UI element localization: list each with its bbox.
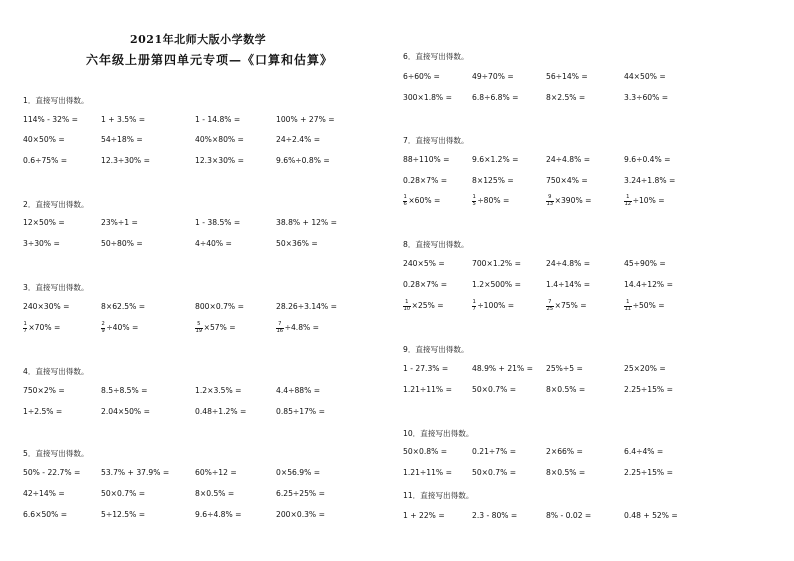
problem-row [23,509,373,521]
math-problem: 3.24÷1.8% = [624,176,676,185]
expression-rest: ÷50% = [632,301,665,311]
math-problem [195,322,236,334]
problem-row [403,154,773,166]
math-problem [472,195,509,207]
math-problem [403,300,444,312]
problem-row [403,195,773,207]
math-problem: 8×0.5% = [546,468,586,477]
problem-row [403,175,773,187]
math-problem: 88÷110% = [403,155,450,164]
fraction-denominator: 10 [403,305,411,312]
math-problem [101,322,138,334]
expression-rest: ÷80% = [477,196,510,206]
problem-row [23,385,373,397]
math-problem: 2×66% = [546,447,583,456]
math-problem: 9.6%÷0.8% = [276,156,330,165]
math-problem: 2.25÷15% = [624,468,673,477]
math-problem: 4.4÷88% = [276,386,321,395]
math-problem: 0.48÷1.2% = [195,407,247,416]
section-heading: 11．直接写出得数。 [403,491,474,500]
math-problem: 8×2.5% = [546,93,586,102]
problem-row [23,114,373,126]
section-heading: 3．直接写出得数。 [23,283,89,292]
math-problem: 2.3 - 80% = [472,511,518,520]
math-problem: 750×4% = [546,176,588,185]
fraction [624,300,632,312]
fraction-numerator: 1 [403,300,411,307]
math-problem: 14.4÷12% = [624,280,673,289]
math-problem: 114% - 32% = [23,115,78,124]
section-heading: 7．直接写出得数。 [403,136,469,145]
math-problem [546,195,591,207]
math-problem [276,322,319,334]
math-problem: 25×20% = [624,364,666,373]
expression-rest: ÷4.8% = [284,323,320,333]
math-problem: 50×36% = [276,239,318,248]
expression-rest: ×390% = [554,196,592,206]
math-problem: 1 + 22% = [403,511,445,520]
math-problem [546,300,587,312]
section-heading: 6．直接写出得数。 [403,52,469,61]
math-problem: 240×30% = [23,302,70,311]
math-problem: 40%×80% = [195,135,244,144]
math-problem: 8×125% = [472,176,514,185]
math-problem: 100% + 27% = [276,115,335,124]
fraction [472,300,476,312]
fraction-numerator: 1 [624,195,632,202]
math-problem: 8×62.5% = [101,302,146,311]
problem-row [23,322,373,334]
problem-row [403,384,773,396]
problem-row [23,134,373,146]
fraction-numerator: 1 [472,194,476,200]
fraction-numerator: 2 [101,321,105,327]
expression-rest: ×57% = [203,323,236,333]
math-problem: 0.6÷75% = [23,156,68,165]
math-problem: 1÷2.5% = [23,407,63,416]
math-problem: 8×0.5% = [546,385,586,394]
section-heading: 5．直接写出得数。 [23,449,89,458]
math-problem [472,300,514,312]
math-problem: 50×0.7% = [472,385,517,394]
math-problem: 8×0.5% = [195,489,235,498]
fraction-numerator: 9 [546,195,554,202]
fraction [624,195,632,207]
math-problem: 12.3×30% = [195,156,244,165]
expression-rest: ÷10% = [632,196,665,206]
problem-row [403,363,773,375]
problem-row [23,238,373,250]
math-problem: 54÷18% = [101,135,143,144]
expression-rest: ×60% = [408,196,441,206]
math-problem: 2.04×50% = [101,407,150,416]
math-problem: 50×0.8% = [403,447,448,456]
math-problem: 1 - 27.3% = [403,364,449,373]
math-problem: 50×0.7% = [101,489,146,498]
math-problem: 50÷80% = [101,239,143,248]
math-problem: 200×0.3% = [276,510,325,519]
problem-row [23,488,373,500]
problem-row [23,301,373,313]
math-problem: 6÷60% = [403,72,440,81]
math-problem: 300×1.8% = [403,93,452,102]
math-problem: 44×50% = [624,72,666,81]
fraction-numerator: 7 [546,300,554,307]
fraction-denominator: 7 [23,327,27,334]
fraction [23,322,27,334]
fraction-denominator: 6 [403,200,407,207]
section-heading: 2．直接写出得数。 [23,200,89,209]
problem-row [23,467,373,479]
math-problem [624,300,665,312]
fraction-denominator: 12 [624,200,632,207]
math-problem: 6.4÷4% = [624,447,664,456]
math-problem: 0.28×7% = [403,280,448,289]
fraction-numerator: 1 [23,321,27,327]
math-problem: 3÷30% = [23,239,60,248]
math-problem: 12×50% = [23,218,65,227]
expression-rest: ÷40% = [106,323,139,333]
math-problem: 3.3÷60% = [624,93,669,102]
fraction-denominator: 13 [546,200,554,207]
fraction-numerator: 7 [276,322,284,329]
section-heading: 10．直接写出得数。 [403,429,474,438]
section-heading: 8．直接写出得数。 [403,240,469,249]
math-problem: 60%÷12 = [195,468,237,477]
math-problem: 28.26÷3.14% = [276,302,338,311]
math-problem: 0.48 + 52% = [624,511,678,520]
expression-rest: ×70% = [28,323,61,333]
problem-row [403,446,773,458]
math-problem: 800×0.7% = [195,302,244,311]
math-problem: 53.7% + 37.9% = [101,468,170,477]
problem-row [23,406,373,418]
math-problem: 9.6×1.2% = [472,155,519,164]
math-problem: 49÷70% = [472,72,514,81]
math-problem: 24÷2.4% = [276,135,321,144]
math-problem: 48.9% + 21% = [472,364,533,373]
expression-rest: ÷100% = [477,301,515,311]
math-problem: 50% - 22.7% = [23,468,81,477]
math-problem: 9.6÷0.4% = [624,155,671,164]
fraction [195,322,203,334]
section-heading: 9．直接写出得数。 [403,345,469,354]
worksheet-subtitle: 六年级上册第四单元专项—《口算和估算》 [86,53,334,67]
fraction-denominator: 5 [472,200,476,207]
fraction-denominator: 19 [195,327,203,334]
expression-rest: ×75% = [554,301,587,311]
worksheet-title: 2021年北师大版小学数学 [130,33,267,46]
section-heading: 1．直接写出得数。 [23,96,89,105]
fraction-denominator: 16 [276,327,284,334]
fraction-denominator: 25 [546,305,554,312]
math-problem: 42÷14% = [23,489,65,498]
math-problem: 0×56.9% = [276,468,321,477]
math-problem: 9.6÷4.8% = [195,510,242,519]
math-problem: 700×1.2% = [472,259,521,268]
problem-row [403,258,773,270]
math-problem: 1.4÷14% = [546,280,591,289]
fraction-denominator: 7 [472,305,476,312]
math-problem: 0.85÷17% = [276,407,325,416]
math-problem: 5÷12.5% = [101,510,146,519]
math-problem: 750×2% = [23,386,65,395]
math-problem: 6.25÷25% = [276,489,325,498]
fraction [403,195,407,207]
problem-row [403,279,773,291]
math-problem: 0.21÷7% = [472,447,517,456]
math-problem: 38.8% + 12% = [276,218,337,227]
math-problem: 240×5% = [403,259,445,268]
math-problem: 23%÷1 = [101,218,138,227]
fraction [546,300,554,312]
fraction-numerator: 1 [403,194,407,200]
math-problem: 1.2×500% = [472,280,521,289]
fraction-denominator: 11 [624,305,632,312]
problem-row [23,217,373,229]
math-problem: 24÷4.8% = [546,259,591,268]
math-problem: 6.8÷6.8% = [472,93,519,102]
math-problem: 1.21÷11% = [403,385,452,394]
math-problem [403,195,440,207]
math-problem: 2.25÷15% = [624,385,673,394]
math-problem [23,322,60,334]
math-problem: 1 + 3.5% = [101,115,146,124]
math-problem: 25%÷5 = [546,364,583,373]
problem-row [403,300,773,312]
math-problem: 50×0.7% = [472,468,517,477]
fraction [276,322,284,334]
fraction-numerator: 1 [624,300,632,307]
math-problem: 1.21÷11% = [403,468,452,477]
fraction [101,322,105,334]
math-problem: 1.2×3.5% = [195,386,242,395]
math-problem [624,195,665,207]
problem-row [403,71,773,83]
section-heading: 4．直接写出得数。 [23,367,89,376]
math-problem: 56÷14% = [546,72,588,81]
fraction-denominator: 9 [101,327,105,334]
math-problem: 45÷90% = [624,259,666,268]
math-problem: 1 - 38.5% = [195,218,241,227]
fraction [403,300,411,312]
math-problem: 8% - 0.02 = [546,511,592,520]
math-problem: 1 - 14.8% = [195,115,241,124]
problem-row [23,155,373,167]
fraction [546,195,554,207]
problem-row [403,510,773,522]
math-problem: 4÷40% = [195,239,232,248]
fraction [472,195,476,207]
math-problem: 24÷4.8% = [546,155,591,164]
fraction-numerator: 1 [472,299,476,305]
math-problem: 12.3÷30% = [101,156,150,165]
problem-row [403,92,773,104]
fraction-numerator: 5 [195,322,203,329]
math-problem: 40×50% = [23,135,65,144]
problem-row [403,467,773,479]
math-problem: 8.5÷8.5% = [101,386,148,395]
math-problem: 6.6×50% = [23,510,68,519]
math-problem: 0.28×7% = [403,176,448,185]
expression-rest: ×25% = [411,301,444,311]
